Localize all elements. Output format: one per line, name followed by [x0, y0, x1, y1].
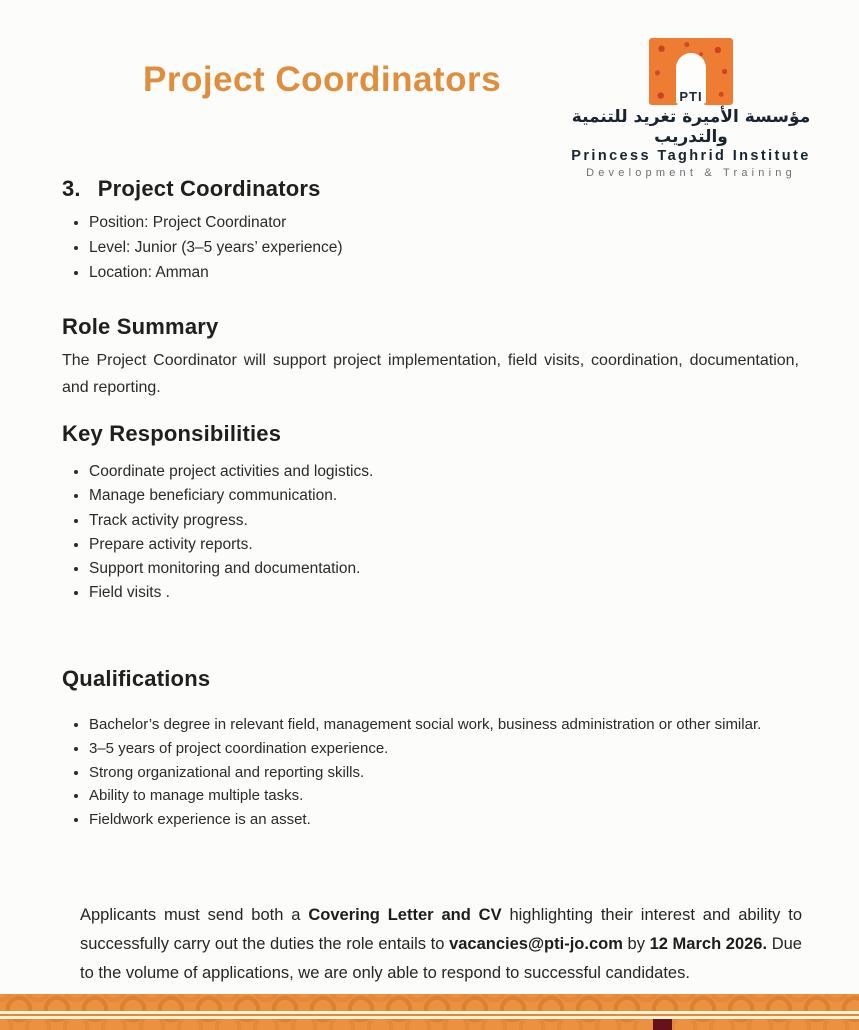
list-item: • Prepare activity reports. [89, 533, 373, 557]
section-qualifications [62, 666, 802, 832]
logo-arabic-name: مؤسسة الأميرة تغريد للتنمية والتدريب [571, 107, 811, 147]
list-item: • Bachelor’s degree in relevant field, management social work, business administration or other similar. [89, 713, 802, 737]
qualifications-list [62, 713, 802, 832]
covering-letter-emphasis: Covering Letter and CV [308, 906, 502, 924]
logo-tagline: Development & Training [586, 166, 796, 179]
list-item: • Manage beneficiary communication. [89, 484, 373, 508]
pti-arch-gate-icon [649, 38, 733, 105]
footer-cream-stripe [0, 1011, 859, 1019]
application-text: by [622, 935, 650, 953]
list-item: • Support monitoring and documentation. [89, 557, 373, 581]
key-responsibilities-heading: Key Responsibilities [62, 421, 282, 446]
logo-english-name: Princess Taghrid Institute [571, 148, 811, 165]
list-item: • Track activity progress. [89, 509, 373, 533]
role-summary-heading: Role Summary [62, 314, 219, 339]
list-item: • Level: Junior (3–5 years’ experience) [89, 235, 343, 260]
list-item: • Fieldwork experience is an asset. [89, 808, 802, 832]
list-item: • Strong organizational and reporting skills. [89, 761, 802, 785]
application-deadline: 12 March 2026. [649, 935, 768, 953]
application-text: Due to the volume of applications, we are only able to respond to successful candidates. [80, 935, 802, 982]
page-title: Project Coordinators [143, 60, 502, 99]
list-item: • Coordinate project activities and logistics. [89, 460, 373, 484]
application-text: Applicants must send both a [80, 906, 309, 924]
footer-maroon-accent [653, 1019, 672, 1030]
pti-logo [568, 38, 814, 179]
pti-logo-acronym: PTI [679, 89, 703, 105]
section-role-summary [62, 314, 799, 401]
list-item: • Ability to manage multiple tasks. [89, 784, 802, 808]
position-details-list [62, 210, 343, 285]
list-item: • Field visits . [89, 581, 373, 605]
section-heading [62, 176, 343, 202]
footer-stripe-line [0, 1014, 859, 1016]
list-item: • Position: Project Coordinator [89, 210, 343, 235]
application-text: highlighting their interest and ability to successfully carry out the duties the role entails to [80, 906, 803, 953]
decorative-footer-band [0, 994, 859, 1030]
list-item: • 3–5 years of project coordination experience. [89, 737, 802, 761]
section-key-responsibilities [62, 421, 373, 606]
qualifications-heading: Qualifications [62, 666, 211, 691]
section-heading-label: Project Coordinators [97, 176, 321, 201]
application-email: vacancies@pti-jo.com [449, 935, 623, 953]
section-project-coordinators [62, 176, 343, 285]
role-summary-text: The Project Coordinator will support project implementation, field visits, coordination, documentation, and reporting. [62, 352, 799, 396]
section-number: 3. [62, 176, 81, 201]
application-instructions [80, 901, 802, 988]
key-responsibilities-list [62, 460, 373, 606]
list-item: • Location: Amman [89, 260, 343, 285]
